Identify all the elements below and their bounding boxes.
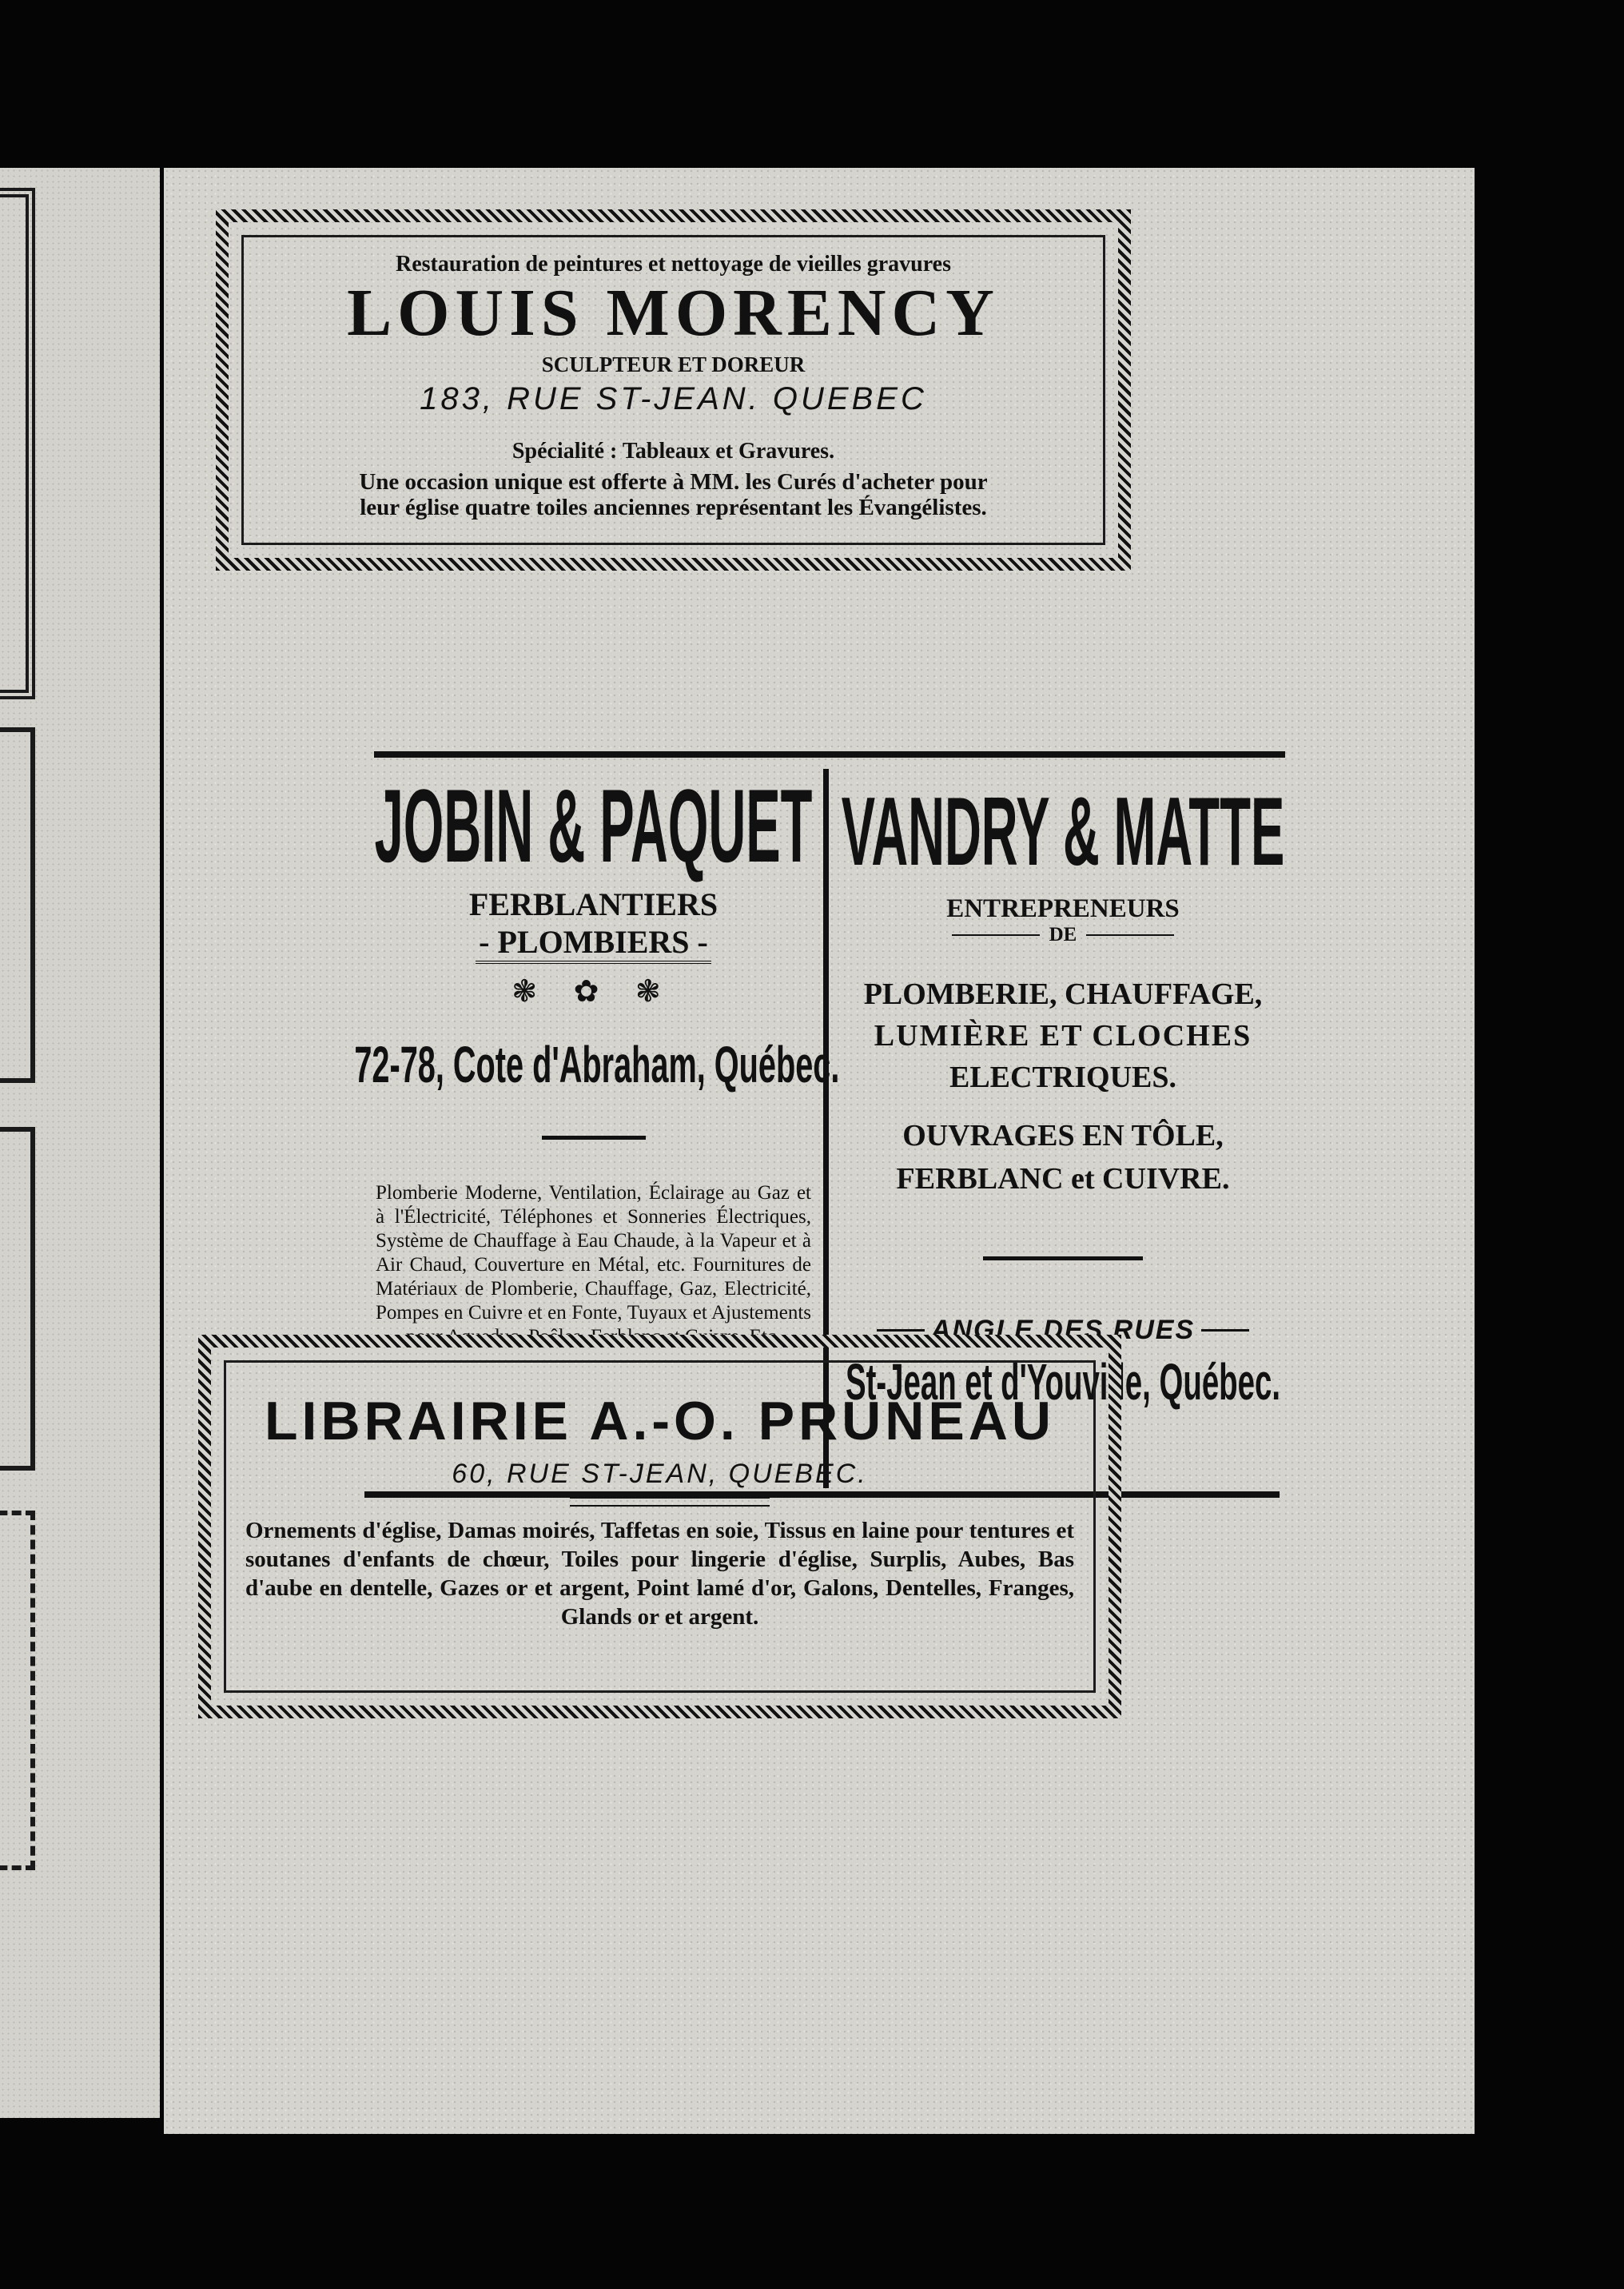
short-rule xyxy=(983,1256,1143,1260)
vandry-trade-line: DE xyxy=(1049,924,1077,945)
adjacent-page-frame xyxy=(0,1127,35,1471)
morency-name: LOUIS MORENCY xyxy=(347,276,1000,350)
adjacent-page-frame xyxy=(0,188,35,699)
morency-offer-line: Une occasion unique est offerte à MM. les Curés d'acheter pour xyxy=(359,469,988,495)
jobin-trade-line: FERBLANTIERS xyxy=(468,886,718,922)
short-rule xyxy=(542,1136,646,1140)
morency-offer-line: leur église quatre toiles anciennes représentant les Évangélistes. xyxy=(360,495,987,520)
pruneau-name: LIBRAIRIE A.-O. PRUNEAU xyxy=(265,1391,1055,1451)
ornament-icon: ❃ ✿ ❃ xyxy=(511,975,675,1009)
adjacent-page-frame xyxy=(0,727,35,1083)
adjacent-page-frame xyxy=(0,1511,35,1870)
vandry-works-line: OUVRAGES EN TÔLE, xyxy=(902,1119,1224,1152)
vandry-corner-label: ANGLE DES RUES xyxy=(930,1315,1196,1345)
morency-specialty: Spécialité : Tableaux et Gravures. xyxy=(511,439,835,464)
vandry-trade-line: ENTREPRENEURS xyxy=(946,894,1180,923)
morency-tagline: Restauration de peintures et nettoyage de vieilles gravures xyxy=(396,252,951,277)
ad-pruneau xyxy=(198,1335,1121,1718)
jobin-trade-line: - PLOMBIERS - xyxy=(476,923,711,964)
double-rule xyxy=(570,1497,770,1507)
decorative-line xyxy=(1086,934,1174,936)
vandry-services-line: PLOMBERIE, CHAUFFAGE, xyxy=(863,977,1263,1011)
vandry-name: VANDRY & MATTE xyxy=(841,777,1285,886)
decorative-line xyxy=(1201,1329,1249,1332)
ad-morency xyxy=(216,209,1131,571)
morency-trade: SCULPTEUR ET DOREUR xyxy=(541,352,806,376)
horizontal-rule xyxy=(374,751,1285,758)
vandry-works-line: FERBLANC et CUIVRE. xyxy=(896,1162,1230,1196)
vandry-address: St-Jean et d'Youville, Québec. xyxy=(845,1353,1281,1411)
jobin-name: JOBIN & PAQUET xyxy=(374,767,813,884)
morency-address: 183, RUE ST-JEAN. QUEBEC xyxy=(420,381,927,416)
jobin-description: Plomberie Moderne, Ventilation, Éclairage au Gaz et à l'Électricité, Téléphones et Sonneries Électriques, Système de Chauffage à Eau Chaude, à la Vapeur et à Air Chaud, Couverture en Métal, etc. Fournitures de Matériaux de Plomberie, Chauffage, Gaz, Electricité, Pompes en Cuivre et en Fonte, Tuyaux et Ajustements pour Aqueduc, Poêles, Ferblanc et Cuivre, Etc. xyxy=(376,1182,811,1348)
decorative-line xyxy=(952,934,1040,936)
vandry-services-line: ELECTRIQUES. xyxy=(949,1061,1177,1094)
jobin-address: 72-78, Cote d'Abraham, Québec. xyxy=(354,1036,840,1093)
pruneau-description: Ornements d'église, Damas moirés, Taffetas en soie, Tissus en laine pour tentures et soutanes d'enfants de chœur, Toiles pour lingerie d'église, Surplis, Aubes, Bas d'aube en dentelle, Gazes or et argent, Point lamé d'or, Galons, Dentelles, Franges, Glands or et argent. xyxy=(245,1518,1074,1630)
decorative-line xyxy=(877,1329,925,1332)
vandry-services-line: LUMIÈRE ET CLOCHES xyxy=(874,1019,1252,1053)
pruneau-address: 60, RUE ST-JEAN, QUEBEC. xyxy=(452,1459,868,1489)
